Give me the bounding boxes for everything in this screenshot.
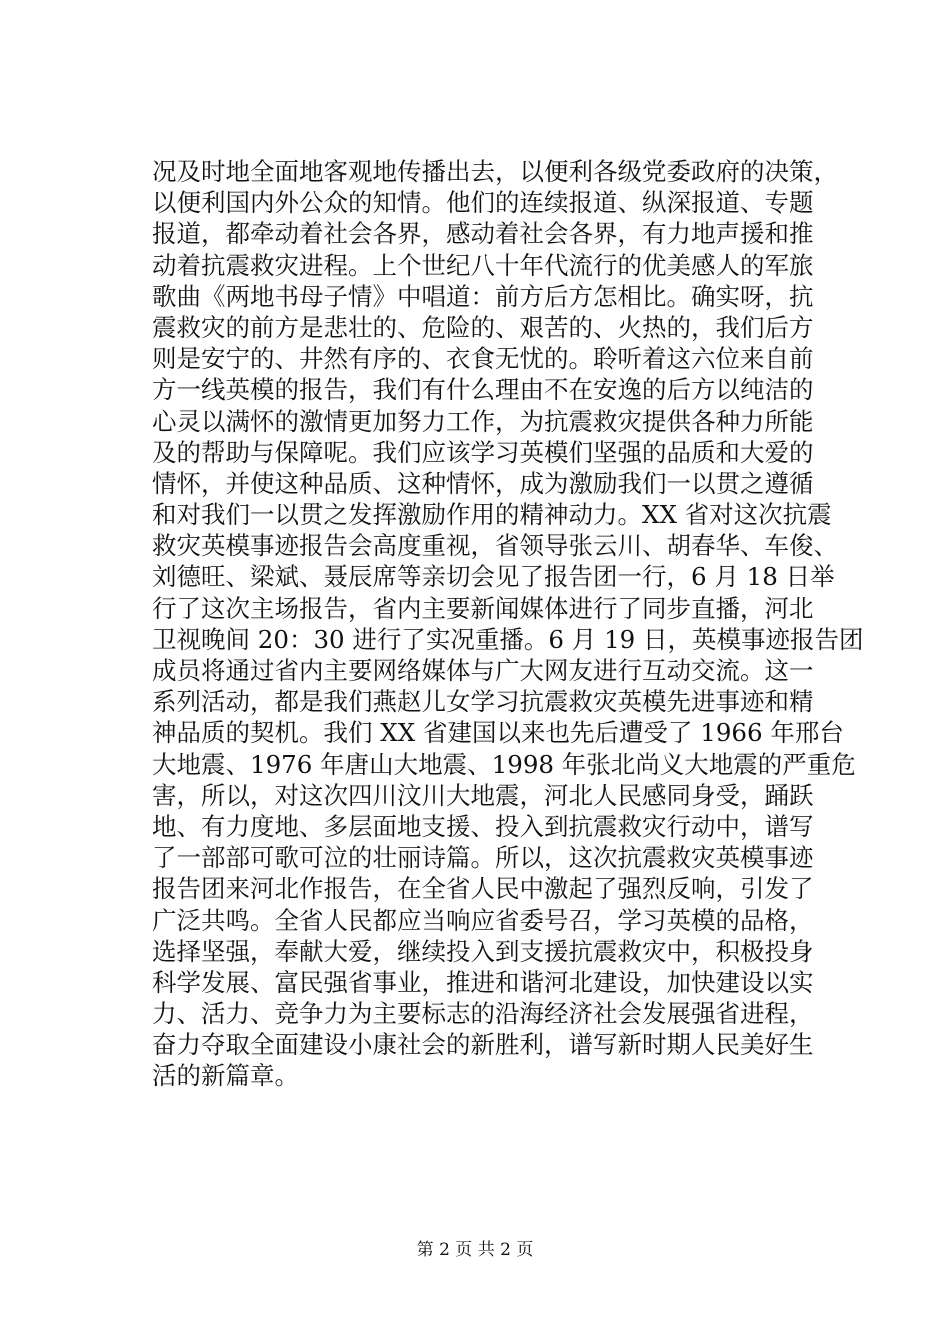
text-line: 系列活动，都是我们燕赵儿女学习抗震救灾英模先进事迹和精 (152, 687, 814, 717)
body-paragraph (152, 156, 864, 1092)
text-line: 则是安宁的、井然有序的、衣食无忧的。聆听着这六位来自前 (152, 344, 814, 374)
text-line: 广泛共鸣。全省人民都应当响应省委号召，学习英模的品格， (152, 905, 814, 935)
text-line: 大地震、1976 年唐山大地震、1998 年张北尚义大地震的严重危 (152, 749, 856, 779)
text-line: 救灾英模事迹报告会高度重视，省领导张云川、胡春华、车俊、 (152, 531, 838, 561)
text-line: 刘德旺、梁斌、聂辰席等亲切会见了报告团一行，6 月 18 日举 (152, 562, 835, 592)
text-line: 报告团来河北作报告，在全省人民中激起了强烈反响，引发了 (152, 874, 814, 904)
text-line: 卫视晚间 20：30 进行了实况重播。6 月 19 日，英模事迹报告团 (152, 624, 864, 654)
text-line: 报道，都牵动着社会各界，感动着社会各界，有力地声援和推 (152, 219, 814, 249)
text-line: 了一部部可歌可泣的壮丽诗篇。所以，这次抗震救灾英模事迹 (152, 843, 814, 873)
text-line: 奋力夺取全面建设小康社会的新胜利，谱写新时期人民美好生 (152, 1030, 814, 1060)
text-line: 况及时地全面地客观地传播出去，以便利各级党委政府的决策， (152, 157, 838, 186)
text-line: 行了这次主场报告，省内主要新闻媒体进行了同步直播，河北 (152, 593, 814, 623)
text-line: 动着抗震救灾进程。上个世纪八十年代流行的优美感人的军旅 (152, 250, 814, 280)
text-line: 方一线英模的报告，我们有什么理由不在安逸的后方以纯洁的 (152, 375, 814, 405)
text-line: 以便利国内外公众的知情。他们的连续报道、纵深报道、专题 (152, 188, 814, 218)
text-line: 心灵以满怀的激情更加努力工作，为抗震救灾提供各种力所能 (152, 406, 814, 436)
text-line: 和对我们一以贯之发挥激励作用的精神动力。XX 省对这次抗震 (152, 500, 832, 530)
text-line: 科学发展、富民强省事业，推进和谐河北建设，加快建设以实 (152, 967, 814, 997)
text-line: 歌曲《两地书母子情》中唱道：前方后方怎相比。确实呀，抗 (152, 281, 814, 311)
text-line: 情怀，并使这种品质、这种情怀，成为激励我们一以贯之遵循 (152, 468, 814, 498)
text-line: 活的新篇章。 (152, 1061, 299, 1091)
text-line: 力、活力、竞争力为主要标志的沿海经济社会发展强省进程， (152, 999, 814, 1029)
text-line: 成员将通过省内主要网络媒体与广大网友进行互动交流。这一 (152, 656, 814, 685)
text-line: 神品质的契机。我们 XX 省建国以来也先后遭受了 1966 年邢台 (152, 718, 844, 748)
text-line: 选择坚强，奉献大爱，继续投入到支援抗震救灾中，积极投身 (152, 936, 814, 966)
text-line: 及的帮助与保障呢。我们应该学习英模们坚强的品质和大爱的 (152, 437, 814, 467)
text-line: 震救灾的前方是悲壮的、危险的、艰苦的、火热的，我们后方 (152, 312, 814, 342)
page-number-footer: 第 2 页 共 2 页 (416, 1240, 534, 1260)
text-line: 害，所以，对这次四川汶川大地震，河北人民感同身受，踊跃 (152, 780, 814, 810)
text-line: 地、有力度地、多层面地支援、投入到抗震救灾行动中，谱写 (152, 811, 814, 841)
